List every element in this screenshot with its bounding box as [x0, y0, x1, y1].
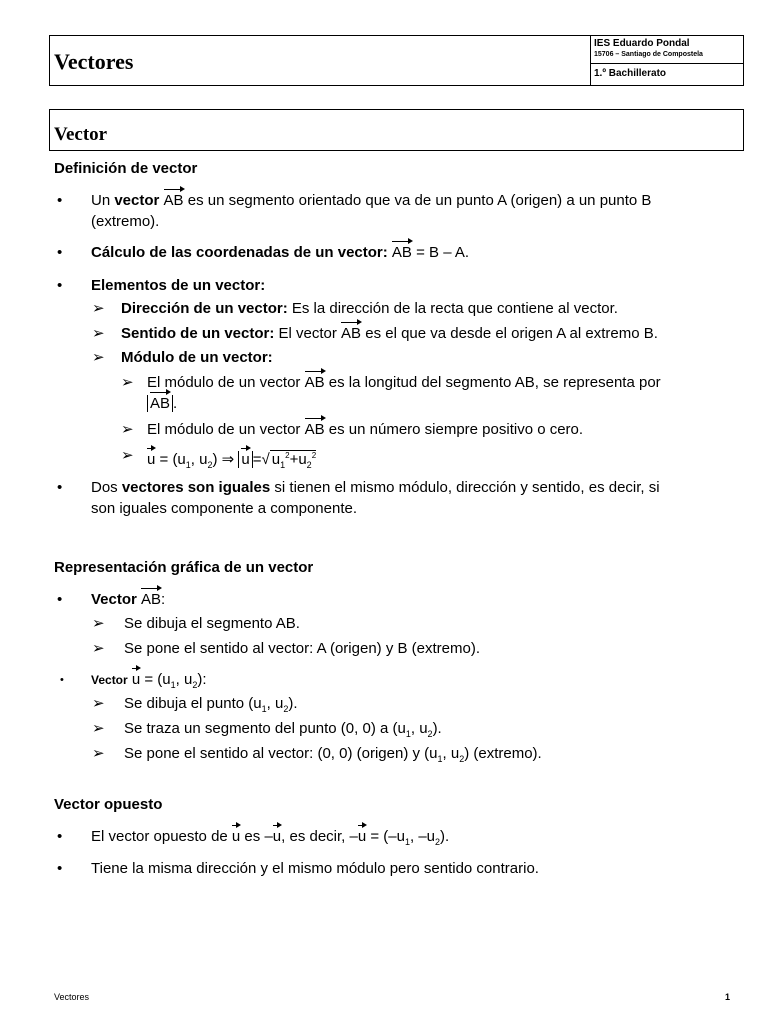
school-name: IES Eduardo Pondal: [594, 38, 690, 49]
elements-heading: Elementos de un vector:: [91, 277, 266, 294]
vector-symbol: u: [147, 451, 156, 468]
vector-symbol: u: [241, 451, 250, 468]
arrow-bullet: ➢: [92, 349, 105, 366]
bullet: •: [60, 674, 64, 686]
square-root: $u_1^2+u_2^2$: [271, 451, 317, 470]
arrow-bullet: ➢: [92, 325, 105, 342]
arrow-bullet: ➢: [121, 421, 134, 438]
footer-title: Vectores: [54, 992, 90, 1002]
course-name: 1.º Bachillerato: [594, 68, 667, 79]
trace-segment-line: Se traza un segmento del punto (0, 0) a ($u_1$, $u_2$).: [124, 720, 442, 739]
bullet: •: [57, 828, 63, 845]
module-heading: Módulo de un vector:: [121, 349, 273, 366]
vector-symbol: AB: [163, 192, 184, 209]
equal-vectors-line-1: Dos vectores son iguales si tienen el mismo módulo, dirección y sentido, es decir, si: [91, 479, 660, 496]
vector-symbol: AB: [141, 591, 162, 608]
opposite-heading: Vector opuesto: [54, 796, 163, 813]
definition-line-1: Un vector AB es un segmento orientado que va de un punto A (origen) a un punto B: [91, 192, 652, 209]
coordinates-line: Cálculo de las coordenadas de un vector: AB = B – A.: [91, 244, 470, 261]
arrow-bullet: ➢: [92, 720, 105, 737]
arrow-bullet: ➢: [121, 374, 134, 391]
vector-symbol: u: [272, 828, 282, 845]
equal-vectors-line-2: son iguales componente a componente.: [91, 500, 358, 517]
opposite-line-2: Tiene la misma dirección y el mismo módulo pero sentido contrario.: [91, 860, 539, 877]
bullet: •: [57, 277, 63, 294]
arrow-bullet: ➢: [92, 640, 105, 657]
module-norm: AB .: [147, 394, 177, 414]
graphic-heading: Representación gráfica de un vector: [54, 559, 314, 576]
school-city: 15706 – Santiago de Compostela: [594, 51, 703, 58]
vector-symbol: u: [231, 828, 241, 845]
vector-symbol: u: [131, 671, 141, 688]
arrow-bullet: ➢: [92, 745, 105, 762]
definition-line-2: (extremo).: [91, 213, 160, 230]
sense-line: Sentido de un vector: El vector AB es el que va desde el origen A al extremo B.: [121, 325, 658, 342]
document-title: Vectores: [54, 49, 134, 74]
module-line-2: El módulo de un vector AB es un número siempre positivo o cero.: [147, 421, 584, 438]
module-formula: $u = (u_1$, $u_2$) ⇒ u =√ $u_1^2+u_2^2$: [147, 451, 317, 470]
sense-u-line: Se pone el sentido al vector: (0, 0) (origen) y ($u_1$, $u_2$) (extremo).: [124, 745, 542, 764]
page-number: 1: [725, 992, 731, 1002]
bullet: •: [57, 192, 63, 209]
vector-symbol: AB: [150, 395, 171, 412]
vector-symbol: AB: [341, 325, 362, 342]
module-line-1: El módulo de un vector AB es la longitud del segmento AB, se representa por: [147, 374, 661, 391]
vector-symbol: u: [357, 828, 367, 845]
bullet: •: [57, 860, 63, 877]
draw-segment-line: Se dibuja el segmento AB.: [124, 615, 300, 632]
opposite-line-1: El vector opuesto de u es –u, es decir, $-u = (-u_1$, $-u_2$).: [91, 828, 450, 847]
section-title: Vector: [54, 124, 108, 145]
vector-symbol: AB: [304, 374, 325, 391]
header-divider: [591, 63, 743, 64]
vector-ab-line: Vector AB:: [91, 591, 166, 608]
arrow-bullet: ➢: [92, 695, 105, 712]
draw-point-line: Se dibuja el punto ($u_1$, $u_2$).: [124, 695, 298, 714]
definition-heading: Definición de vector: [54, 160, 198, 177]
arrow-bullet: ➢: [92, 615, 105, 632]
bullet: •: [57, 479, 63, 496]
header-info-cell: [590, 36, 743, 85]
section-box: [49, 109, 744, 151]
bullet: •: [57, 591, 63, 608]
arrow-bullet: ➢: [121, 447, 134, 464]
arrow-bullet: ➢: [92, 300, 105, 317]
vector-u-line: Vector $u = (u_1$, $u_2$):: [91, 671, 207, 690]
header-table: [49, 35, 744, 86]
vector-symbol: AB: [391, 244, 412, 261]
sense-ab-line: Se pone el sentido al vector: A (origen) y B (extremo).: [124, 640, 481, 657]
bullet: •: [57, 244, 63, 261]
vector-symbol: AB: [304, 421, 325, 438]
direction-line: Dirección de un vector: Es la dirección de la recta que contiene al vector.: [121, 300, 618, 317]
